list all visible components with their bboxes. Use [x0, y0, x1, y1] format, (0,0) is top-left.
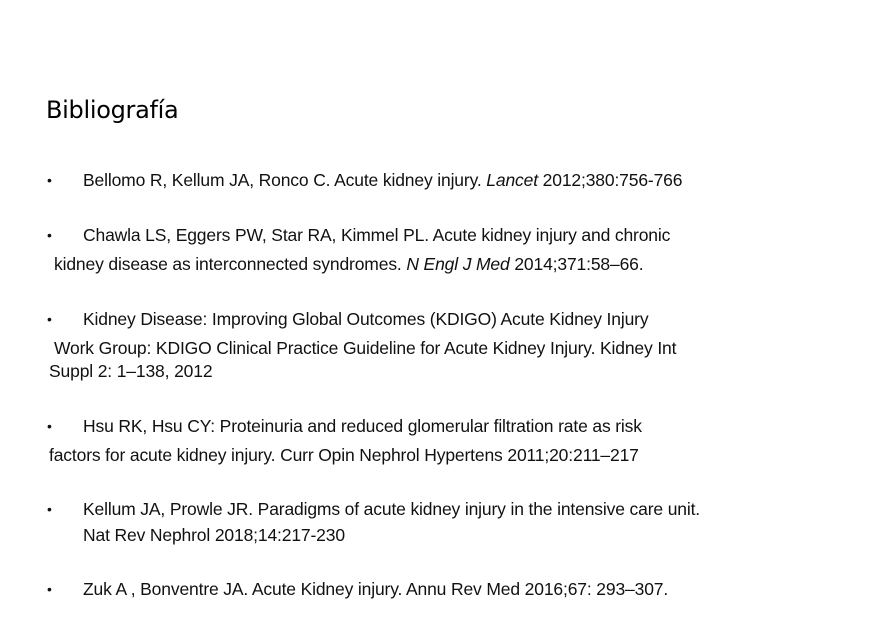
reference-2-text: kidney disease as interconnected syndromes. — [54, 254, 407, 274]
bullet: • — [47, 418, 52, 434]
reference-3-line-3: Suppl 2: 1–138, 2012 — [49, 361, 213, 381]
reference-1-text: Bellomo R, Kellum JA, Ronco C. Acute kidney injury. — [83, 170, 487, 190]
bullet: • — [47, 227, 52, 243]
reference-5-line-2: Nat Rev Nephrol 2018;14:217-230 — [83, 525, 345, 545]
reference-2-journal: N Engl J Med — [406, 254, 510, 274]
reference-4-line-2: factors for acute kidney injury. Curr Opin Nephrol Hypertens 2011;20:211–217 — [49, 445, 639, 465]
bullet: • — [47, 501, 52, 517]
reference-5-line-1: Kellum JA, Prowle JR. Paradigms of acute kidney injury in the intensive care unit. — [83, 499, 701, 519]
reference-2-line-1: Chawla LS, Eggers PW, Star RA, Kimmel PL. Acute kidney injury and chronic — [83, 225, 671, 245]
reference-4-line-1: Hsu RK, Hsu CY: Proteinuria and reduced glomerular filtration rate as risk — [83, 416, 642, 436]
page-title: Bibliografía — [46, 96, 179, 124]
reference-3-line-1: Kidney Disease: Improving Global Outcomes (KDIGO) Acute Kidney Injury — [83, 309, 649, 329]
reference-1 — [83, 169, 682, 191]
reference-2-line-2 — [54, 253, 643, 275]
reference-3-line-2: Work Group: KDIGO Clinical Practice Guideline for Acute Kidney Injury. Kidney Int — [54, 338, 677, 358]
bullet: • — [47, 311, 52, 327]
reference-6-line-1: Zuk A , Bonventre JA. Acute Kidney injury. Annu Rev Med 2016;67: 293–307. — [83, 579, 669, 599]
reference-2-citation: 2014;371:58–66. — [509, 254, 644, 274]
bullet: • — [47, 172, 52, 188]
bullet: • — [47, 581, 52, 597]
reference-1-citation: 2012;380:756-766 — [537, 170, 683, 190]
reference-1-journal: Lancet — [486, 170, 538, 190]
